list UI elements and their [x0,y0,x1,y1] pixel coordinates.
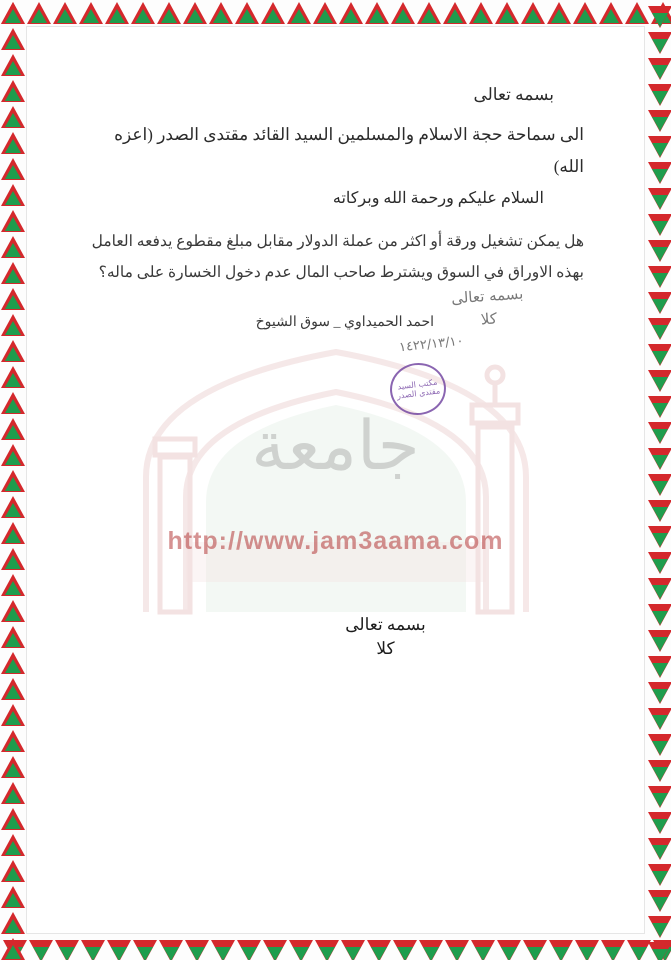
border-triangle [390,0,416,26]
border-triangle [0,468,26,494]
border-triangle [645,494,671,520]
border-triangle [0,52,26,78]
border-triangle [0,182,26,208]
border-triangle [645,442,671,468]
border-triangle [0,0,26,26]
letter-greeting: السلام عليكم ورحمة الله وبركاته [332,189,544,207]
border-triangle [0,910,26,936]
border-triangle [645,130,671,156]
watermark-word: جامعة [251,408,420,484]
border-triangle [645,338,671,364]
border-triangle [0,390,26,416]
border-triangle [645,936,671,960]
border-triangle [0,312,26,338]
border-triangle [0,832,26,858]
border-triangle [645,390,671,416]
handwritten-answer [450,283,525,333]
border-triangle [645,26,671,52]
border-triangle [338,0,364,26]
border-triangle [0,286,26,312]
border-triangle [416,934,442,960]
border-triangle [0,338,26,364]
border-triangle [0,936,26,960]
official-seal-stamp: مكتب السيد مقتدى الصدر [387,360,449,418]
border-triangle [645,0,671,26]
border-triangle [0,676,26,702]
border-triangle [104,934,130,960]
handwritten-date: ١٤٢٢/١٣/١٠ [398,333,465,356]
border-triangle [645,468,671,494]
border-triangle [546,0,572,26]
border-triangle [104,0,130,26]
border-triangle [416,0,442,26]
border-triangle [208,934,234,960]
border-triangle [0,884,26,910]
border-triangle [0,520,26,546]
border-band-right [645,0,671,960]
border-triangle [645,312,671,338]
border-triangle [645,650,671,676]
handwritten-answer-line1: بسمه تعالى [450,284,524,308]
border-triangle [0,416,26,442]
letter-basmala: بسمه تعالى [473,85,554,104]
border-triangle [26,934,52,960]
border-triangle [0,234,26,260]
watermark-url: http://www.jam3aama.com [167,527,504,555]
answer-title: بسمه تعالى [345,615,426,634]
border-triangle [0,104,26,130]
border-triangle [0,754,26,780]
border-triangle [468,934,494,960]
border-triangle [645,572,671,598]
border-triangle [312,934,338,960]
border-triangle [0,728,26,754]
border-triangle [598,0,624,26]
document-body [26,26,645,934]
border-triangle [286,0,312,26]
border-triangle [520,0,546,26]
border-triangle [645,78,671,104]
border-triangle [645,676,671,702]
letter-addressee: الى سماحة حجة الاسلام والمسلمين السيد القائد مقتدى الصدر (اعزه الله) [114,125,584,177]
border-triangle [0,208,26,234]
border-triangle [0,650,26,676]
border-triangle [645,364,671,390]
border-triangle [0,624,26,650]
border-triangle [598,934,624,960]
border-triangle [0,260,26,286]
border-triangle [645,728,671,754]
border-triangle [0,806,26,832]
border-triangle [130,0,156,26]
border-triangle [234,934,260,960]
border-triangle [182,934,208,960]
border-triangle [0,780,26,806]
border-triangle [52,934,78,960]
border-triangle [645,754,671,780]
border-triangle [645,52,671,78]
border-triangle [0,572,26,598]
border-triangle [390,934,416,960]
border-triangle [645,104,671,130]
border-triangle [182,0,208,26]
border-triangle [645,702,671,728]
border-triangle [78,934,104,960]
border-triangle [645,156,671,182]
border-triangle [208,0,234,26]
border-triangle [494,934,520,960]
border-triangle [0,26,26,52]
border-triangle [645,520,671,546]
border-triangle [645,832,671,858]
border-triangle [0,546,26,572]
border-triangle [338,934,364,960]
border-band-left [0,0,26,960]
border-triangle [645,546,671,572]
border-triangle [494,0,520,26]
border-triangle [130,934,156,960]
border-triangle [645,780,671,806]
letter-question: هل يمكن تشغيل ورقة أو اكثر من عملة الدولار مقابل مبلغ مقطوع يدفعه العامل بهذه الاوراق في السوق ويشترط صاحب المال عدم دخول الخسارة على ماله؟ [91,232,584,281]
border-triangle [234,0,260,26]
border-triangle [78,0,104,26]
border-triangle [572,0,598,26]
border-triangle [442,0,468,26]
border-triangle [156,934,182,960]
border-triangle [645,286,671,312]
border-triangle [645,416,671,442]
border-triangle [26,0,52,26]
border-triangle [645,598,671,624]
border-triangle [0,702,26,728]
border-triangle [0,364,26,390]
border-triangle [645,858,671,884]
border-triangle [645,624,671,650]
border-triangle [52,0,78,26]
border-triangle [364,0,390,26]
border-band-bottom [0,934,671,960]
border-triangle [442,934,468,960]
border-triangle [645,182,671,208]
border-triangle [0,494,26,520]
answer-body: كلا [376,639,395,658]
border-triangle [364,934,390,960]
border-triangle [260,934,286,960]
border-triangle [645,208,671,234]
border-triangle [572,934,598,960]
border-triangle [520,934,546,960]
border-triangle [0,78,26,104]
letter-signature: احمد الحميداوي _ سوق الشيوخ [255,314,434,330]
border-triangle [312,0,338,26]
border-triangle [0,598,26,624]
border-triangle [0,442,26,468]
border-triangle [0,156,26,182]
border-triangle [0,858,26,884]
border-triangle [468,0,494,26]
handwritten-answer-line2: كلا [480,308,498,329]
border-triangle [546,934,572,960]
border-triangle [645,234,671,260]
border-triangle [260,0,286,26]
border-triangle [286,934,312,960]
answer-block [127,615,644,659]
border-triangle [645,884,671,910]
border-triangle [156,0,182,26]
border-triangle [645,806,671,832]
border-triangle [645,910,671,936]
border-triangle [645,260,671,286]
border-band-top [0,0,671,26]
border-triangle [0,130,26,156]
